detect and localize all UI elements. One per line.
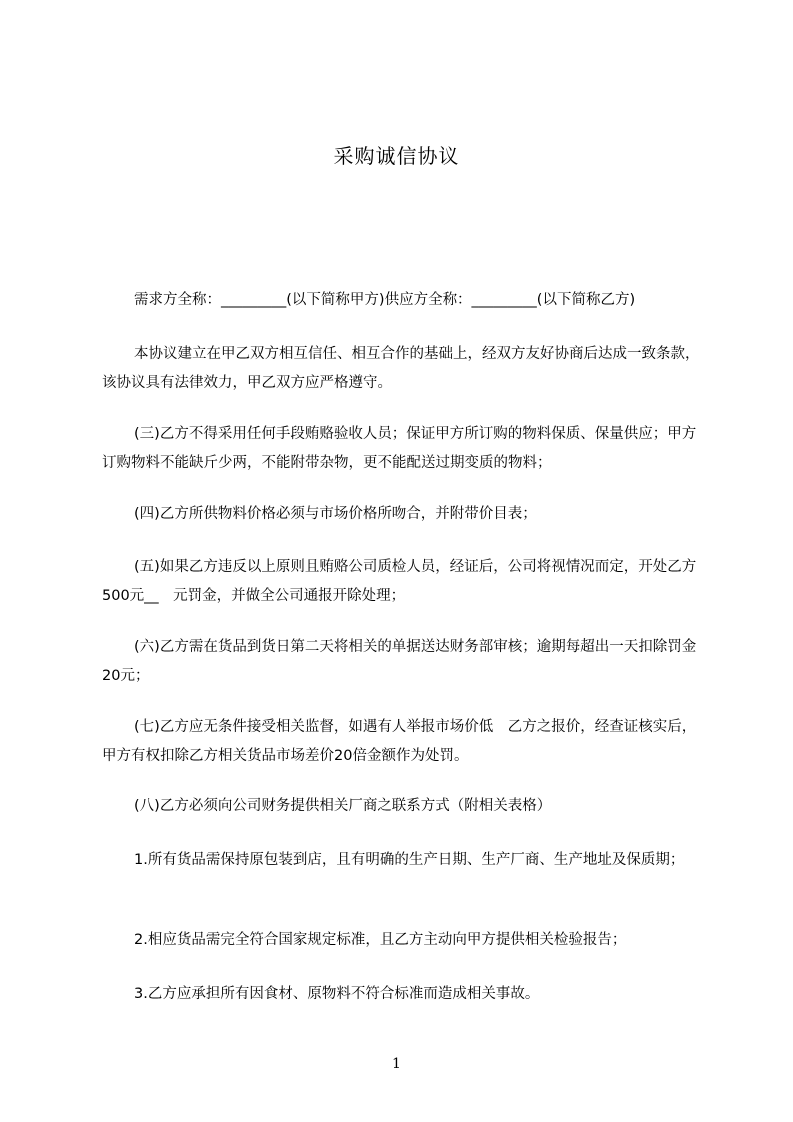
- item-3: 3.乙方应承担所有因食材、原物料不符合标准而造成相关事故。: [134, 986, 540, 1002]
- clause-7: (七)乙方应无条件接受相关监督，如遇有人举报市场价低 乙方之报价，经查证核实后，甲方有权扣除乙方相关货品市场差价20倍金额作为处罚。: [102, 719, 697, 764]
- page-number: 1: [392, 1056, 401, 1072]
- party-names-line: 需求方全称：_________(以下简称甲方)供应方全称：_________(以下简称乙方): [134, 292, 636, 308]
- item-1: 1.所有货品需保持原包装到店，且有明确的生产日期、生产厂商、生产地址及保质期；: [134, 852, 685, 868]
- clause-3: (三)乙方不得采用任何手段贿赂验收人员；保证甲方所订购的物料保质、保量供应；甲方订购物料不能缺斤少两，不能附带杂物，更不能配送过期变质的物料；: [102, 426, 697, 471]
- clause-5: (五)如果乙方违反以上原则且贿赂公司质检人员，经证后，公司将视情况而定，开处乙方500元__ 元罚金，并做全公司通报开除处理；: [102, 559, 697, 604]
- clause-6: (六)乙方需在货品到货日第二天将相关的单据送达财务部审核；逾期每超出一天扣除罚金20元；: [102, 639, 697, 684]
- item-2: 2.相应货品需完全符合国家规定标准，且乙方主动向甲方提供相关检验报告；: [134, 932, 627, 948]
- clause-8: (八)乙方必须向公司财务提供相关厂商之联系方式（附相关表格）: [134, 798, 552, 814]
- clause-4: (四)乙方所供物料价格必须与市场价格所吻合，并附带价目表；: [134, 506, 537, 522]
- document-title: 采购诚信协议: [333, 144, 460, 168]
- intro-paragraph: 本协议建立在甲乙双方相互信任、相互合作的基础上，经双方友好协商后达成一致条款，该协议具有法律效力，甲乙双方应严格遵守。: [102, 346, 700, 391]
